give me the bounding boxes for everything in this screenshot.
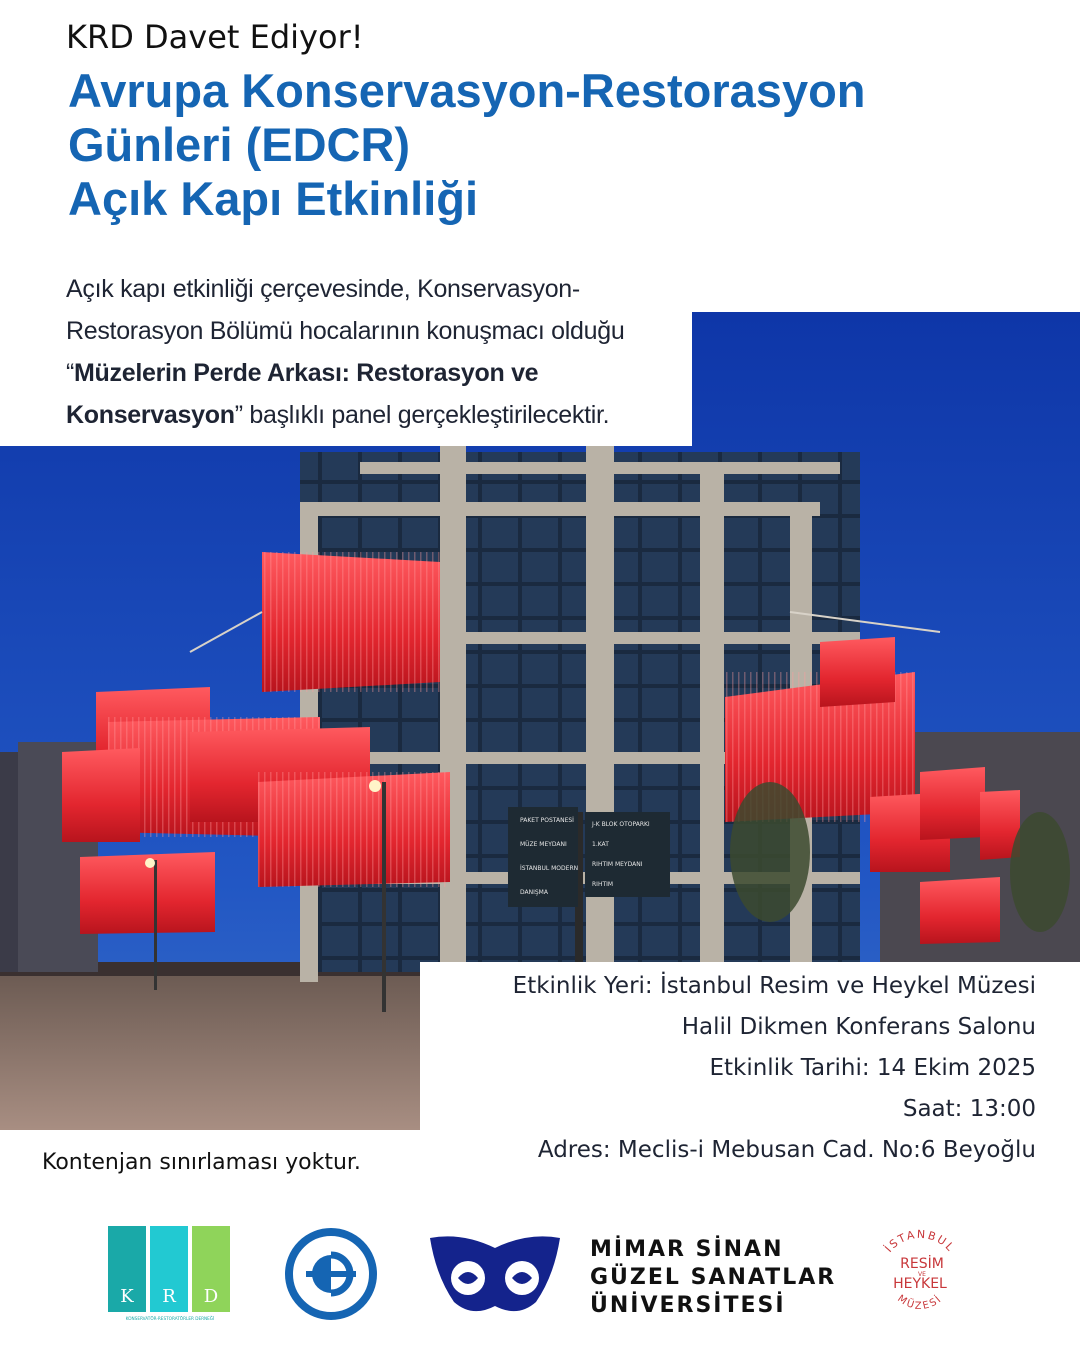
circle-monogram-icon	[282, 1226, 380, 1322]
sign-row-2: MÜZE MEYDANI	[520, 841, 567, 848]
sign-row-7: RIHTIM MEYDANI	[592, 861, 643, 868]
intro-line-2: Restorasyon Bölümü hocalarının konuşmacı olduğu	[66, 317, 625, 345]
intro-paragraph	[66, 268, 686, 436]
msgsu-line-3: ÜNİVERSİTESİ	[590, 1293, 786, 1318]
title-line-1: Avrupa Konservasyon-Restorasyon	[68, 64, 866, 117]
sign-row-8: RIHTIM	[592, 881, 614, 888]
krd-letter-d: D	[203, 1286, 219, 1307]
sign-row-1: PAKET POSTANESİ	[520, 817, 574, 824]
museum-logo	[868, 1224, 972, 1328]
sign-row-5: J-K BLOK OTOPARKI	[592, 821, 650, 828]
event-info	[513, 966, 1036, 1171]
sign-row-6: 1.KAT	[592, 841, 609, 848]
sign-row-3: İSTANBUL MODERN	[520, 865, 579, 872]
museum-center-2: VE	[918, 1271, 926, 1278]
museum-center-3: HEYKEL	[893, 1276, 947, 1292]
title-line-3: Açık Kapı Etkinliği	[68, 172, 479, 225]
capacity-note: Kontenjan sınırlaması yoktur.	[42, 1150, 361, 1175]
msgsu-line-2: GÜZEL SANATLAR	[590, 1265, 837, 1290]
quote-open: “	[66, 359, 75, 387]
museum-ring-top: İSTANBUL	[882, 1227, 958, 1255]
svg-text:İSTANBUL	[882, 1228, 957, 1255]
svg-text:MÜZESİ	[895, 1292, 944, 1312]
msgsu-line-1: MİMAR SİNAN	[590, 1237, 784, 1262]
event-time: Saat: 13:00	[902, 1096, 1036, 1122]
panel-title-part-1: Müzelerin Perde Arkası: Restorasyon ve	[74, 359, 539, 387]
museum-ring-bottom: MÜZESİ	[895, 1293, 945, 1312]
intro-line-4	[66, 394, 686, 436]
event-title	[68, 64, 1028, 226]
intro-line-3	[66, 352, 686, 394]
intro-line-4-rest: ” başlıklı panel gerçekleştirilecektir.	[234, 401, 610, 429]
event-date: Etkinlik Tarihi: 14 Ekim 2025	[709, 1055, 1036, 1081]
msgsu-wordmark	[590, 1236, 836, 1320]
krd-logo	[108, 1226, 232, 1322]
event-venue: Etkinlik Yeri: İstanbul Resim ve Heykel Müzesi	[512, 973, 1036, 999]
krd-letter-k: K	[120, 1286, 134, 1307]
krd-letter-r: R	[162, 1286, 176, 1307]
panel-title-part-2: Konservasyon	[66, 401, 235, 429]
event-hall: Halil Dikmen Konferans Salonu	[681, 1014, 1036, 1040]
krd-caption: KONSERVATÖR-RESTORATÖRLER DERNEĞİ	[125, 1316, 215, 1321]
sign-row-4: DANIŞMA	[520, 889, 548, 896]
title-line-2: Günleri (EDCR)	[68, 118, 411, 171]
intro-line-1: Açık kapı etkinliği çerçevesinde, Konservasyon-	[66, 275, 580, 303]
museum-center-1: RESİM	[900, 1256, 944, 1272]
event-kicker: KRD Davet Ediyor!	[66, 18, 364, 56]
owl-eyes-icon	[428, 1232, 562, 1318]
event-address: Adres: Meclis-i Mebusan Cad. No:6 Beyoğlu	[537, 1137, 1036, 1163]
